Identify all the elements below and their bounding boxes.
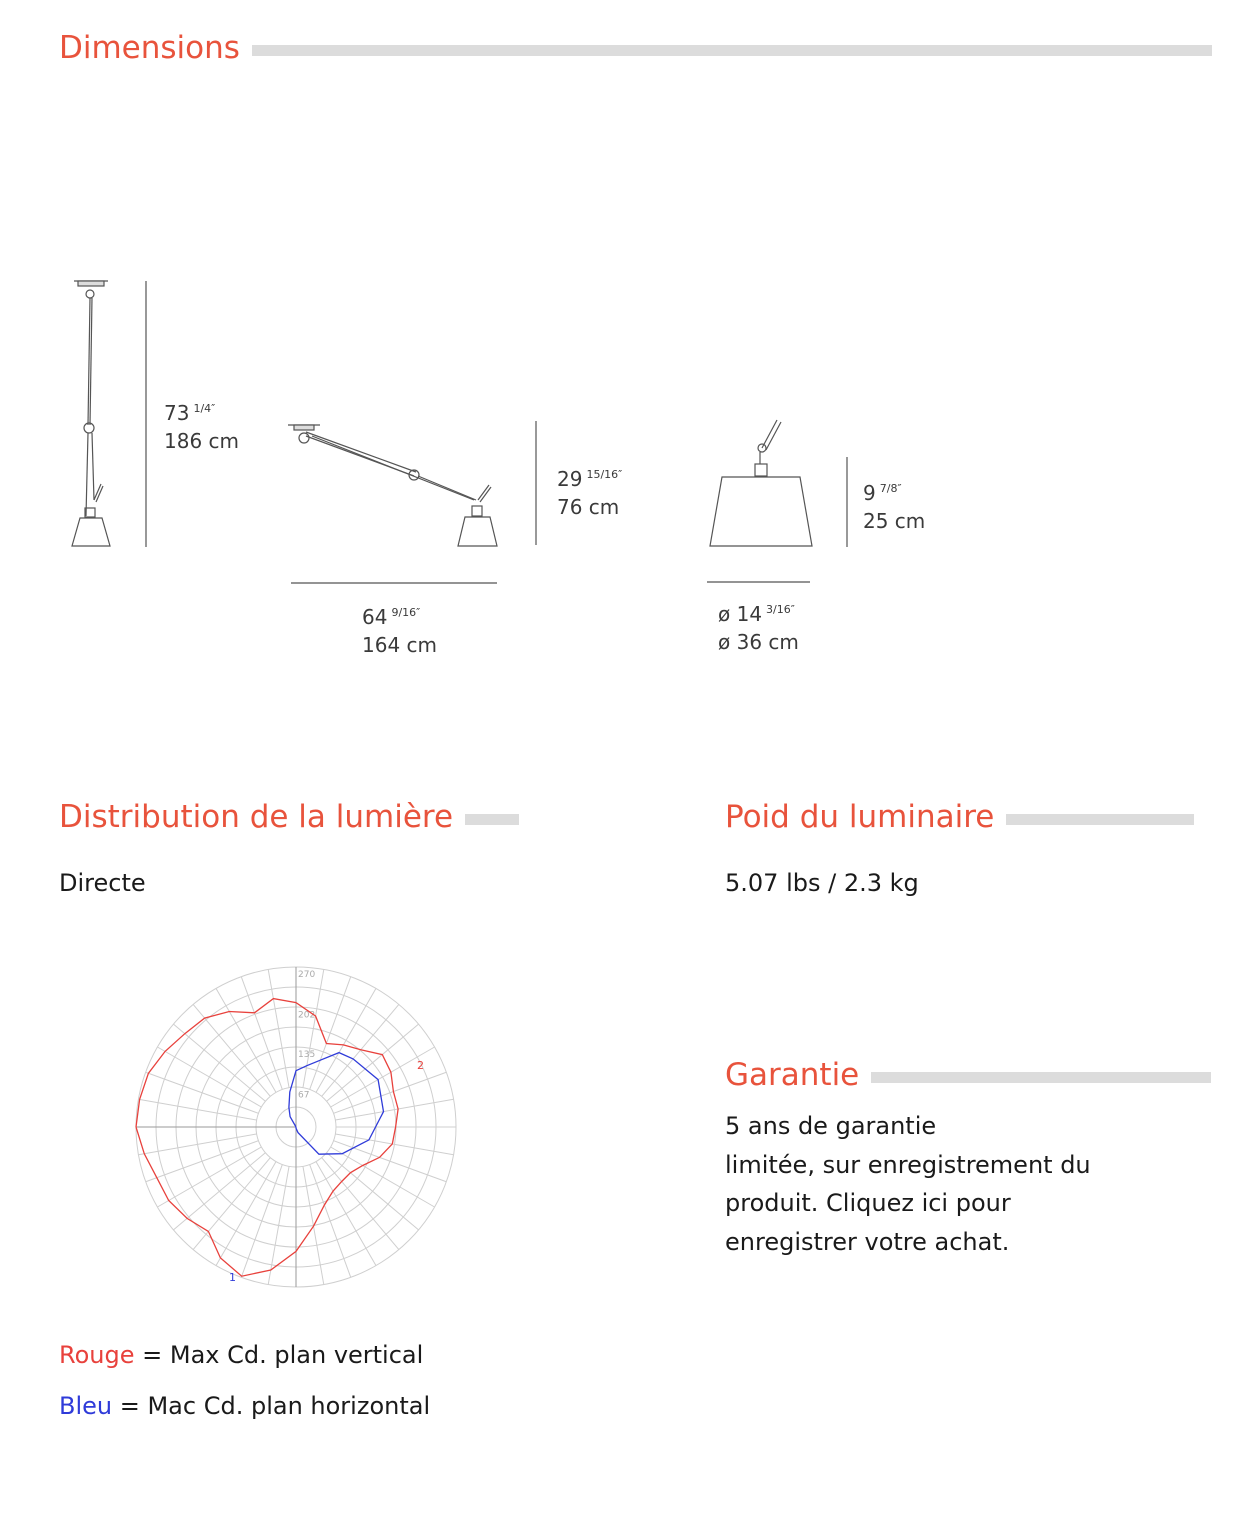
dim-diameter-shade-frac: 3/16″ (766, 603, 795, 616)
warranty-title: Garantie (725, 1057, 860, 1093)
heading-rule (465, 814, 519, 825)
weight-heading (725, 799, 1194, 835)
dim-height-shade-frac: 7/8″ (879, 482, 902, 495)
grid-spoke (334, 1072, 447, 1113)
distribution-title: Distribution de la lumière (59, 799, 454, 835)
grid-spoke (241, 1165, 282, 1278)
warranty-line: limitée, sur enregistrement du (725, 1150, 1091, 1179)
dim-length-arm-cm: 164 cm (362, 633, 438, 657)
series-label-1: 1 (229, 1271, 236, 1284)
heading-rule (1006, 814, 1194, 825)
distribution-type: Directe (59, 869, 146, 897)
dim-diameter-shade (718, 596, 799, 656)
radial-tick-label: 270 (298, 970, 316, 980)
grid-spoke (146, 1072, 259, 1113)
warranty-line: produit. Cliquez ici pour (725, 1189, 1011, 1217)
grid-spoke (310, 977, 351, 1090)
grid-spoke (146, 1141, 259, 1182)
radial-tick-label: 135 (298, 1050, 316, 1060)
dim-height-total-cm: 186 cm (164, 429, 240, 453)
series-line-2 (136, 999, 398, 1277)
lamp-vertical-drawing (72, 281, 146, 547)
radial-tick-label: 202 (298, 1010, 316, 1021)
grid-spoke (157, 1047, 261, 1107)
warranty-line: 5 ans de garantie (725, 1112, 937, 1140)
light-distribution-chart (126, 957, 466, 1297)
dimensions-title: Dimensions (59, 30, 240, 66)
dim-length-arm-inch: 64 (362, 605, 388, 629)
legend-blue-word: Bleu (59, 1392, 113, 1420)
dim-height-shade-cm: 25 cm (863, 509, 926, 533)
grid-spoke (241, 977, 282, 1090)
dim-height-shade (863, 475, 925, 535)
legend-blue (59, 1392, 430, 1420)
dim-diameter-shade-cm: ø 36 cm (718, 630, 799, 654)
lamp-drawings (0, 0, 1254, 700)
legend-blue-text: = Mac Cd. plan horizontal (112, 1392, 431, 1420)
dim-height-total-frac: 1/4″ (193, 402, 216, 415)
dim-height-shade-inch: 9 (863, 481, 876, 505)
radial-tick-label: 67 (298, 1090, 310, 1101)
dim-height-arm-cm: 76 cm (557, 495, 620, 519)
warranty-text (725, 1107, 1091, 1261)
lamp-shade-drawing (707, 420, 847, 582)
grid-spoke (157, 1147, 261, 1207)
legend-red (59, 1341, 423, 1369)
legend-red-word: Rouge (59, 1341, 135, 1369)
heading-rule (871, 1072, 1211, 1083)
dim-height-arm-inch: 29 (557, 467, 583, 491)
series-label-2: 2 (417, 1059, 424, 1072)
dim-length-arm (362, 599, 437, 659)
warranty-line: enregistrer votre achat. (725, 1227, 1010, 1256)
grid-spoke (216, 1162, 276, 1266)
dim-height-arm (557, 461, 622, 521)
weight-value: 5.07 lbs / 2.3 kg (725, 869, 919, 897)
dim-height-arm-frac: 15/16″ (586, 468, 623, 481)
lamp-extended-drawing (288, 421, 536, 583)
weight-title: Poid du luminaire (725, 799, 995, 835)
dim-height-total (164, 395, 239, 455)
distribution-heading (59, 799, 519, 835)
dim-height-total-inch: 73 (164, 401, 190, 425)
dim-length-arm-frac: 9/16″ (391, 606, 421, 619)
warranty-heading (725, 1057, 1211, 1093)
legend-red-text: = Max Cd. plan vertical (134, 1341, 424, 1369)
dim-diameter-shade-inch: ø 14 (718, 602, 763, 626)
